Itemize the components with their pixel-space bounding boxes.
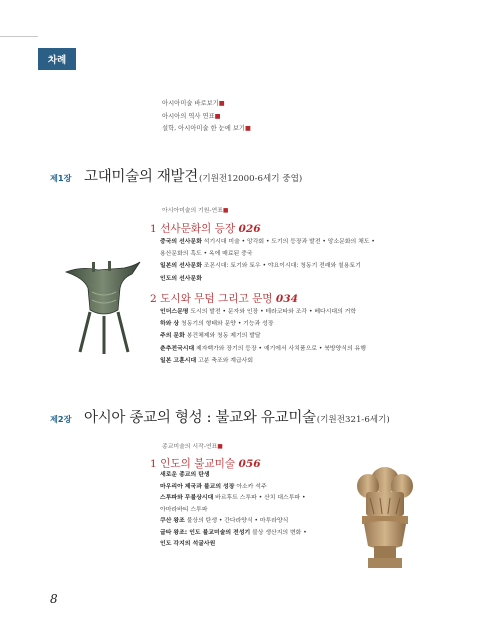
toc-line[interactable]: 인더스문명 도시의 발전 • 문자와 인장 • 테라코타와 조각 • 베다시대의 거학 (160, 309, 357, 315)
toc-line[interactable]: 하와 상 청동기의 형태와 문양 • 기능과 성장 (160, 321, 274, 328)
chapter1-heading[interactable] (50, 165, 302, 186)
chapter1-period: (기원전12000-6세기 중엽) (198, 174, 303, 184)
toc-line[interactable]: 춘추전국시대 제자백가와 장기의 등장 • 예기에서 사치품으로 • 북방양식의 유행 (160, 345, 366, 352)
intro-item[interactable]: 설학, 아시아미술 한 눈에 보기■ (162, 125, 251, 132)
toc-line[interactable]: 아마라바티 스투파 (160, 506, 208, 513)
chapter2-number: 제2장 (50, 414, 72, 424)
chapter1-section1-title[interactable]: 1 선사문화의 등장 026 (150, 223, 261, 235)
chapter2-section1-items (160, 470, 307, 551)
chapter2-section1-title[interactable]: 1 인도의 불교미술 056 (150, 458, 261, 470)
intro-item[interactable]: 아시아미술 바로보기■ (162, 100, 225, 107)
chapter1-section2-title[interactable]: 2 도시와 무덤 그리고 문명 034 (150, 293, 299, 305)
chapter2-title: 아시아 종교의 형성 : 불교와 유교미술 (84, 410, 316, 426)
toc-line[interactable]: 중국의 선사문화 석기시대 미술 • 앙각회 • 도기의 등장과 발전 • 앙소문화의 채도 • (160, 239, 375, 245)
toc-line[interactable]: 인도 각지의 석굴사원 (160, 541, 216, 547)
toc-badge: 차례 (38, 48, 76, 70)
toc-line[interactable]: 용산문화의 흑도 • 옥에 매료된 중국 (160, 251, 253, 258)
toc-line[interactable]: 일본 고훈시대 고분 축조와 계급사회 (160, 357, 254, 364)
top-rule (0, 36, 38, 37)
chapter1-section2-items (160, 306, 366, 367)
toc-line[interactable]: 마우리아 제국과 불교의 성장 아소카 석주 (160, 483, 267, 490)
chapter2-sub[interactable]: 종교미술의 시작-연표■ (162, 444, 223, 450)
lion-capital-image (352, 462, 418, 572)
intro-item[interactable]: 아시아의 역사 연표■ (162, 112, 221, 120)
bronze-vessel-image (62, 258, 144, 356)
chapter1-number: 제1장 (50, 173, 72, 183)
chapter1-section1-items (160, 236, 375, 285)
chapter1-sub[interactable]: 아시아미술의 기원-연표■ (162, 208, 229, 214)
intro-list (162, 98, 251, 136)
toc-line[interactable]: 새로운 종교의 탄생 (160, 472, 210, 478)
toc-line[interactable]: 스투파와 무불상시대 바르후트 스투파 • 산치 대스투파 • (160, 495, 306, 501)
toc-line[interactable]: 인도의 선사문화 (160, 275, 202, 282)
toc-line[interactable]: 굽타 왕조: 인도 불교미술의 전성기 불상 생산지의 변화 • (160, 529, 307, 536)
toc-line[interactable]: 일본의 선사문화 조몬시대: 토기와 토우 • 야요이시대: 청동기 전래와 칠용토기 (160, 263, 361, 270)
chapter2-period: (기원전321-6세기) (316, 415, 390, 425)
toc-line[interactable]: 주의 문화 봉건체제와 청동 제기의 발달 (160, 333, 261, 340)
chapter1-title: 고대미술의 재발견 (84, 169, 198, 185)
chapter2-heading[interactable] (50, 406, 390, 427)
page-number: 8 (50, 592, 58, 606)
toc-line[interactable]: 쿠산 왕조 불상의 탄생 • 간다라양식 • 마투라양식 (160, 518, 289, 524)
